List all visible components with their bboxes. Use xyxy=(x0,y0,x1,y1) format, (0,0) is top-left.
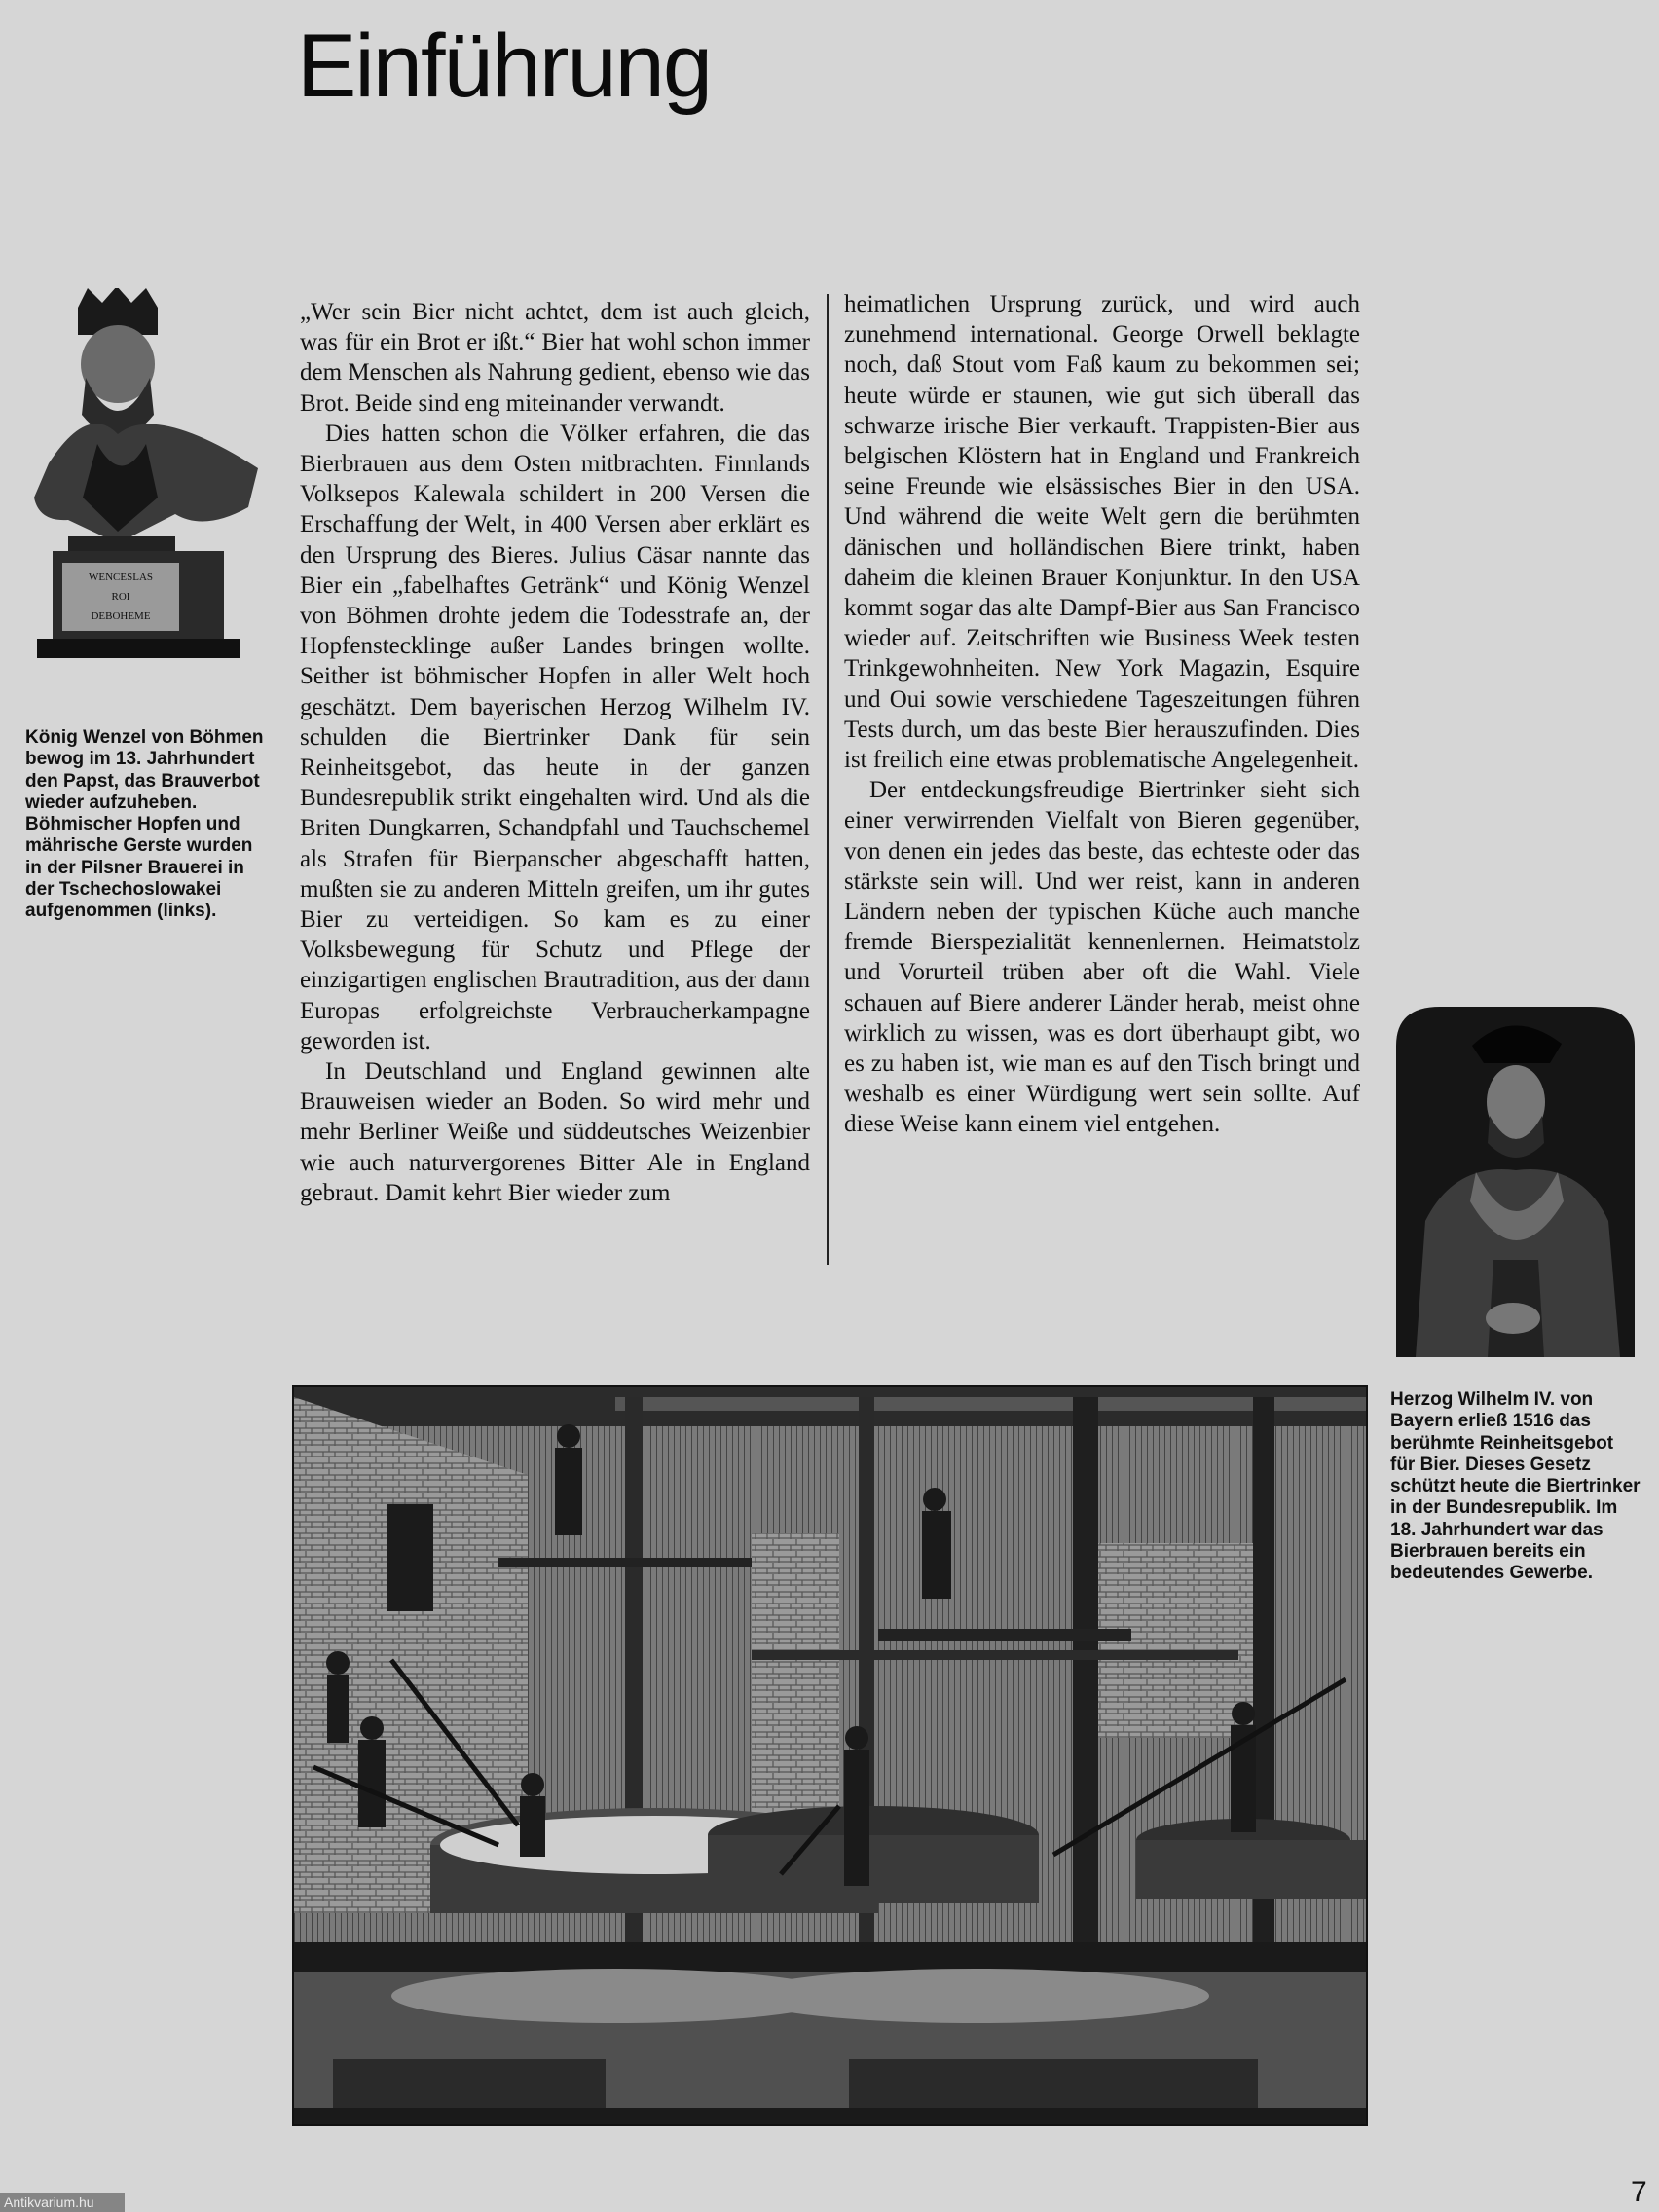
caption-right: Herzog Wilhelm IV. von Bayern erließ 1516 das berühmte Reinheitsgebot für Bier. Dieses Gesetz schützt heute die Biertrinker in der Bundesrepublik. Im 18. Jahrhundert war das Bierbrauen bereits ein bedeutendes Gewerbe. xyxy=(1390,1389,1641,1584)
bust-plaque-line-3: DEBOHEME xyxy=(91,610,151,622)
watermark: Antikvarium.hu xyxy=(0,2193,125,2212)
column2-paragraph-1: heimatlichen Ursprung zurück, und wird auch zunehmend international. George Orwell beklagte noch, daß Stout vom Faß kaum zu bekommen sei; heute würde er staunen, wie gut sich überall das schwarze irische Bier verkauft. Trappisten-Bier aus belgischen Klöstern hat in England und Frankreich seine Freunde wie elsässisches Bier in den USA. Und während die weite Welt gern die berühmten dänischen und holländischen Biere trinkt, haben daheim die kleinen Brauer Konjunktur. In den USA kommt sogar das alte Dampf-Bier aus San Francisco wieder auf. Zeitschriften wie Business Week testen Trinkgewohnheiten. New York Magazin, Esquire und Oui sowie verschiedene Tageszeitungen führen Tests durch, um das beste Bier herauszufinden. Dies ist freilich eine etwas problematische Angelegenheit. xyxy=(844,291,1360,774)
column1-paragraph-3: In Deutschland und England gewinnen alte Brauweisen wieder an Boden. So wird mehr und mehr Berliner Weiße und süddeutsches Weizenbier wie auch naturvergorenes Bitter Ale in England gebraut. Damit kehrt Bier wieder zum xyxy=(300,1058,810,1206)
duke-wilhelm-portrait-illustration xyxy=(1396,1007,1635,1357)
column-divider xyxy=(827,294,829,1265)
text-column-1 xyxy=(300,297,810,1208)
page-number: 7 xyxy=(1631,2176,1647,2208)
column1-paragraph-1: „Wer sein Bier nicht achtet, dem ist auch gleich, was für ein Brot er ißt.“ Bier hat wohl schon immer dem Menschen als Nahrung gedient, ebenso wie das Brot. Beide sind eng miteinander verwandt. xyxy=(300,299,810,417)
bust-plaque-line-2: ROI xyxy=(111,591,130,603)
king-wenzel-bust-illustration xyxy=(29,288,263,658)
column1-paragraph-2: Dies hatten schon die Völker erfahren, die das Bierbrauen aus dem Osten mitbrachten. Finnlands Volksepos Kalewala schildert in 200 Versen die Erschaffung der Welt, in 400 Versen aber erklärt es den Ursprung des Bieres. Julius Cäsar nannte das Bier ein „fabelhaftes Getränk“ und König Wenzel von Böhmen drohte jedem die Todesstrafe an, der Hopfenstecklinge außer Landes bringen wollte. Seither ist böhmischer Hopfen in aller Welt hoch geschätzt. Dem bayerischen Herzog Wilhelm IV. schulden die Biertrinker Dank für sein Reinheitsgebot, das heute in der ganzen Bundesrepublik strikt eingehalten wird. Und als die Briten Dungkarren, Schandpfahl und Tauchschemel als Strafen für Bierpanscher abgeschafft hatten, mußten sie zu anderen Mitteln greifen, um ihr gutes Bier zu verteidigen. So kam es zu einer Volksbewegung für Schutz und Pflege der einzigartigen englischen Brautradition, aus der dann Europas erfolgreichste Verbraucherkampagne geworden ist. xyxy=(300,420,810,1054)
caption-left: König Wenzel von Böhmen bewog im 13. Jahrhundert den Papst, das Brauverbot wieder aufzuheben. Böhmischer Hopfen und mährische Gerste wurden in der Pilsner Brauerei in der Tschechoslowakei aufgenommen (links). xyxy=(25,727,264,922)
text-column-2 xyxy=(844,289,1360,1140)
brewery-engraving-illustration xyxy=(292,1385,1368,2126)
bust-plaque-line-1: WENCESLAS xyxy=(89,571,153,583)
page-title: Einführung xyxy=(297,17,711,116)
column2-paragraph-2: Der entdeckungsfreudige Biertrinker sieht sich einer verwirrenden Vielfalt von Bieren gegenüber, von denen ein jedes das beste, das echteste oder das stärkste sein will. Und wer reist, kann in anderen Ländern neben der typischen Küche auch manche fremde Bierspezialität kennenlernen. Heimatstolz und Vorurteil trüben aber oft die Wahl. Viele schauen auf Biere anderer Länder herab, meist ohne wirklich zu wissen, was es dort überhaupt gibt, wo es zu haben ist, wie man es auf den Tisch bringt und weshalb es einer Würdigung wert sein sollte. Auf diese Weise kann einem viel entgehen. xyxy=(844,777,1360,1138)
